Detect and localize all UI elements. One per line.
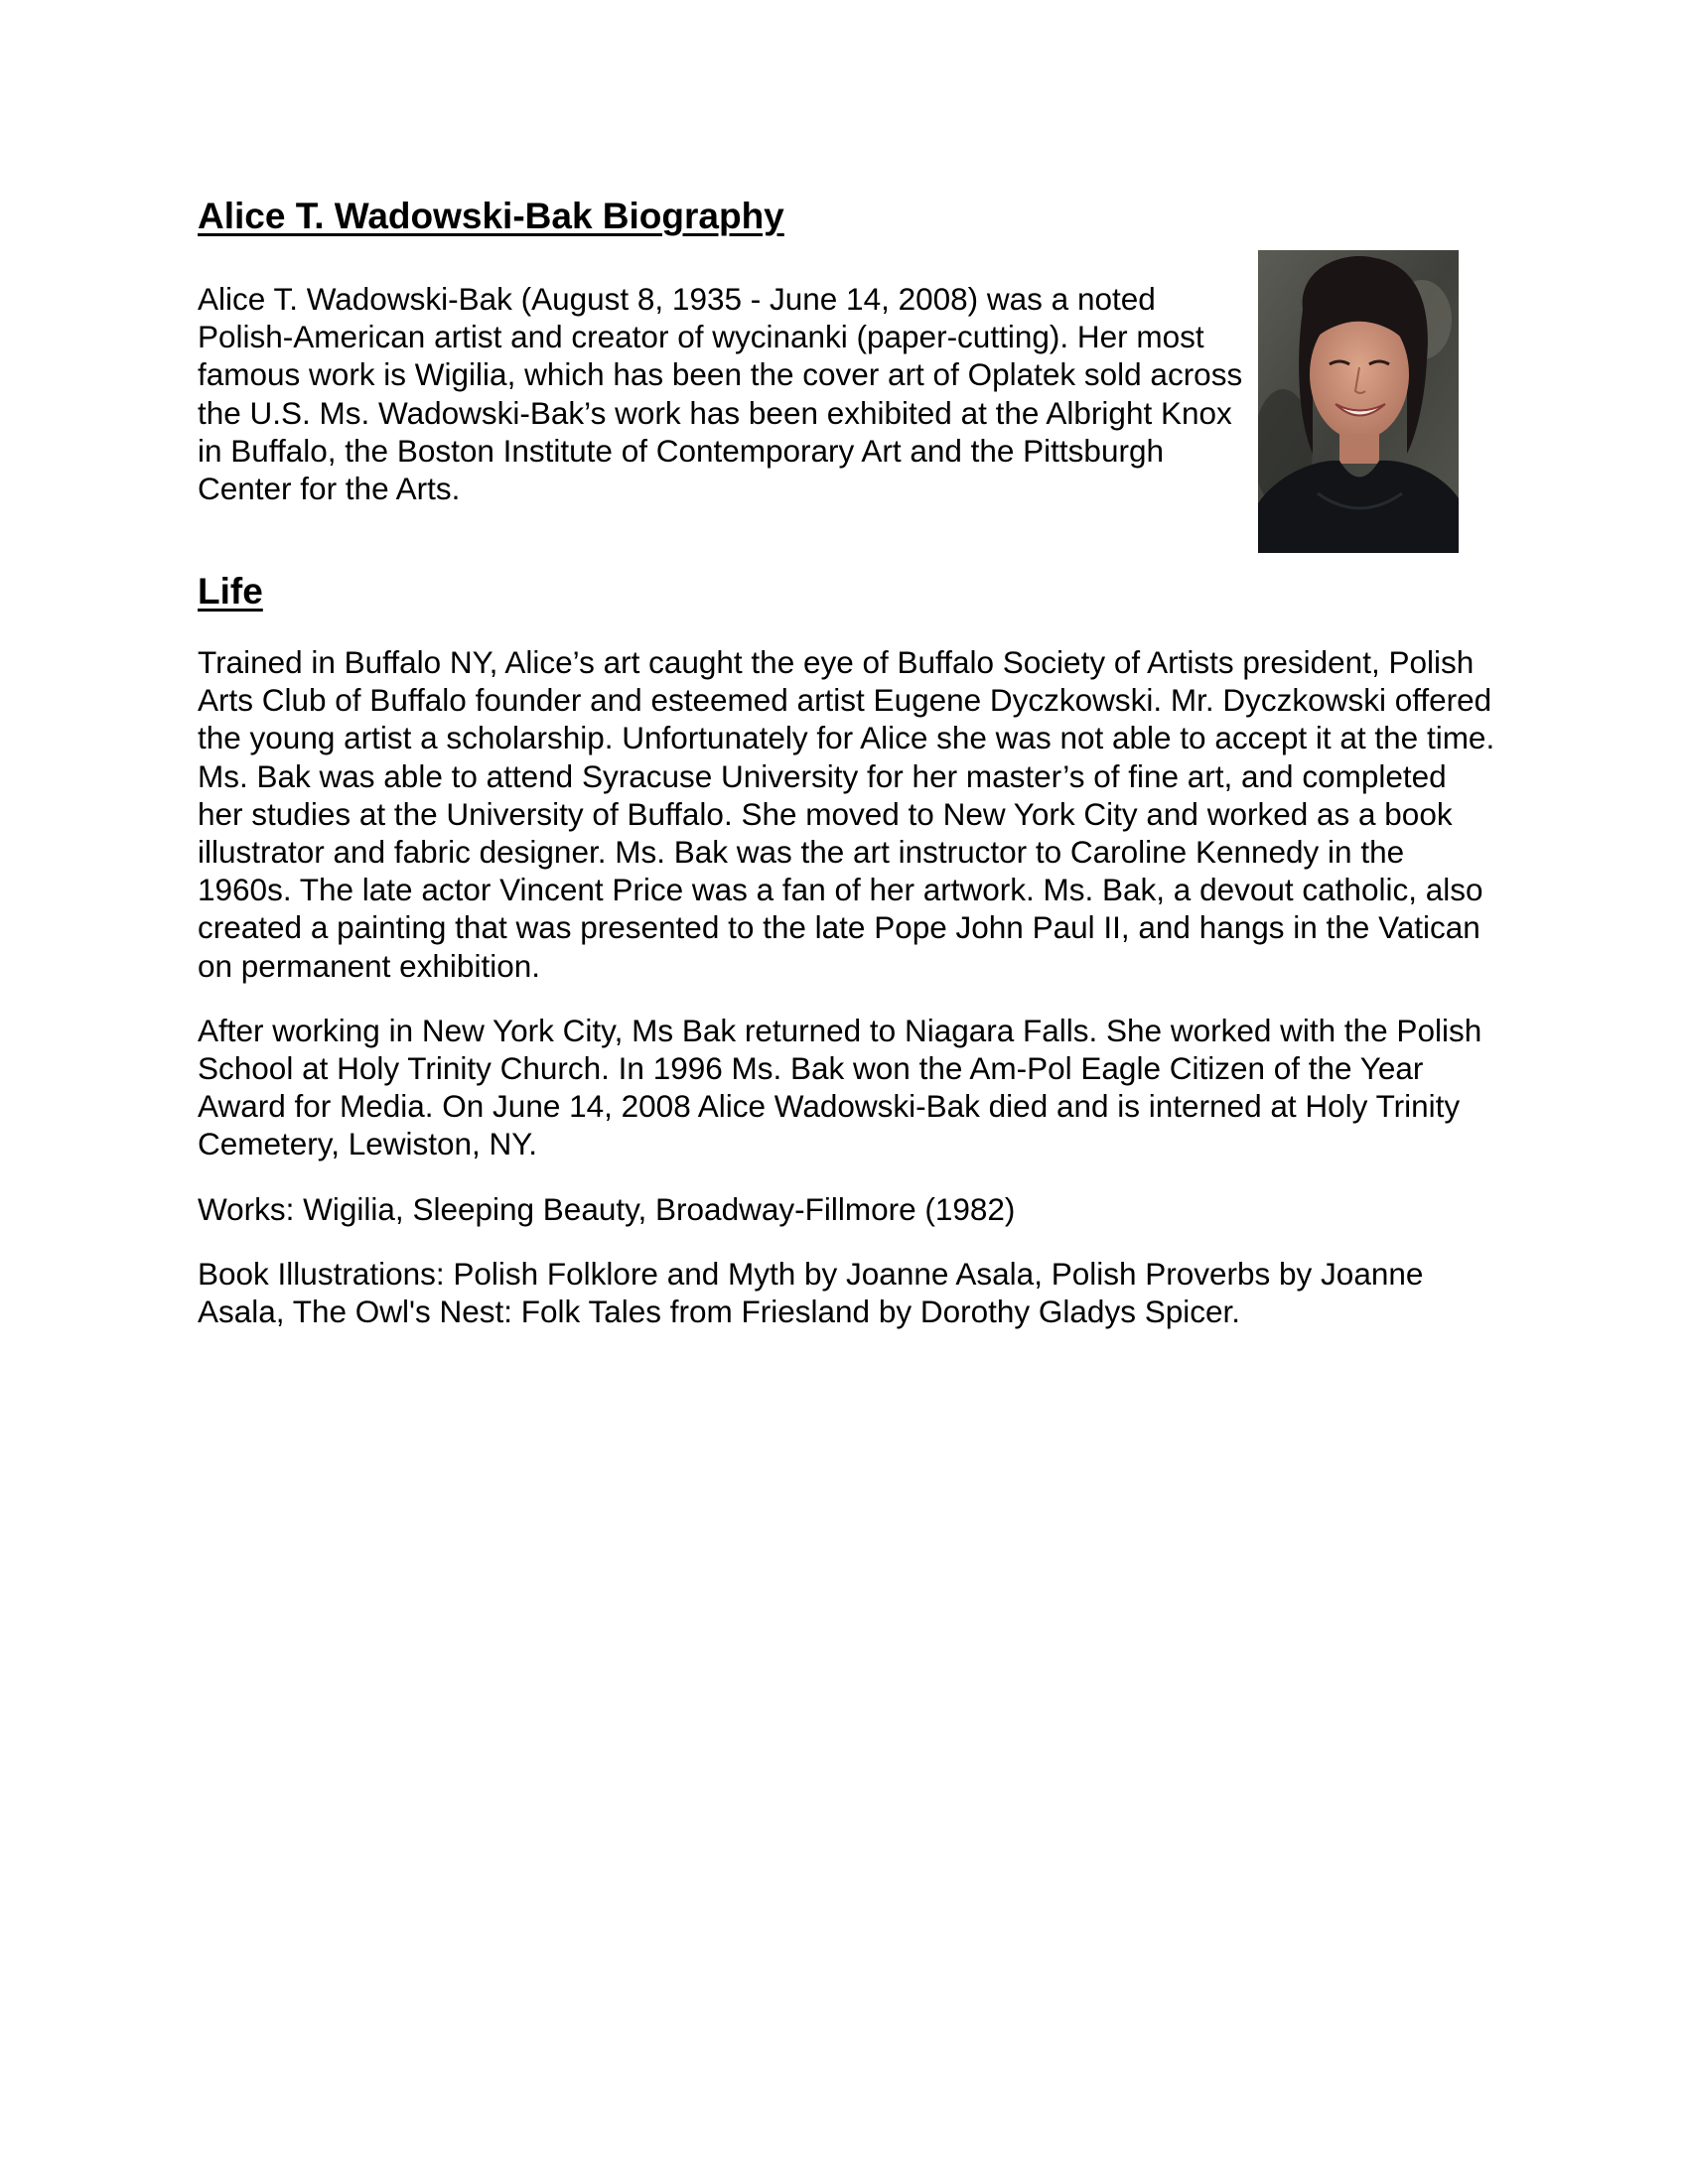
life-section-body [198,643,1498,1357]
book-illustrations-paragraph: Book Illustrations: Polish Folklore and Myth by Joanne Asala, Polish Proverbs by Joanne Asala, The Owl's Nest: Folk Tales from Friesland by Dorothy Gladys Spicer. [198,1255,1424,1330]
life-paragraph: Trained in Buffalo NY, Alice’s art caught the eye of Buffalo Society of Artists president, Polish Arts Club of Buffalo founder and esteemed artist Eugene Dyczkowski. Mr. Dyczkowski offered the young artist a scholarship. Unfortunately for Alice she was not able to accept it at the time. Ms. Bak was able to attend Syracuse University for her master’s of fine art, and completed her studies at the University of Buffalo. She moved to New York City and worked as a book illustrator and fabric designer. Ms. Bak was the art instructor to Caroline Kennedy in the 1960s. The late actor Vincent Price was a fan of her artwork. Ms. Bak, a devout catholic, also created a painting that was presented to the late Pope John Paul II, and hangs in the Vatican on permanent exhibition. [198,644,1495,984]
intro-paragraph: Alice T. Wadowski-Bak (August 8, 1935 - June 14, 2008) was a noted Polish-American artist and creator of wycinanki (paper-cutting). Her most famous work is Wigilia, which has been the cover art of Oplatek sold across the U.S. Ms. Wadowski-Bak’s work has been exhibited at the Albright Knox in Buffalo, the Boston Institute of Contemporary Art and the Pittsburgh Center for the Arts. [198,281,1243,507]
life-paragraph: After working in New York City, Ms Bak returned to Niagara Falls. She worked with the Polish School at Holy Trinity Church. In 1996 Ms. Bak won the Am-Pol Eagle Citizen of the Year Award for Media. On June 14, 2008 Alice Wadowski-Bak died and is interned at Holy Trinity Cemetery, Lewiston, NY. [198,1012,1482,1162]
document-page [198,195,1495,1330]
portrait-photo-icon [1258,250,1459,553]
life-heading: Life [198,571,263,612]
page-title: Alice T. Wadowski-Bak Biography [198,196,784,236]
works-paragraph: Works: Wigilia, Sleeping Beauty, Broadway-Fillmore (1982) [198,1190,1016,1227]
